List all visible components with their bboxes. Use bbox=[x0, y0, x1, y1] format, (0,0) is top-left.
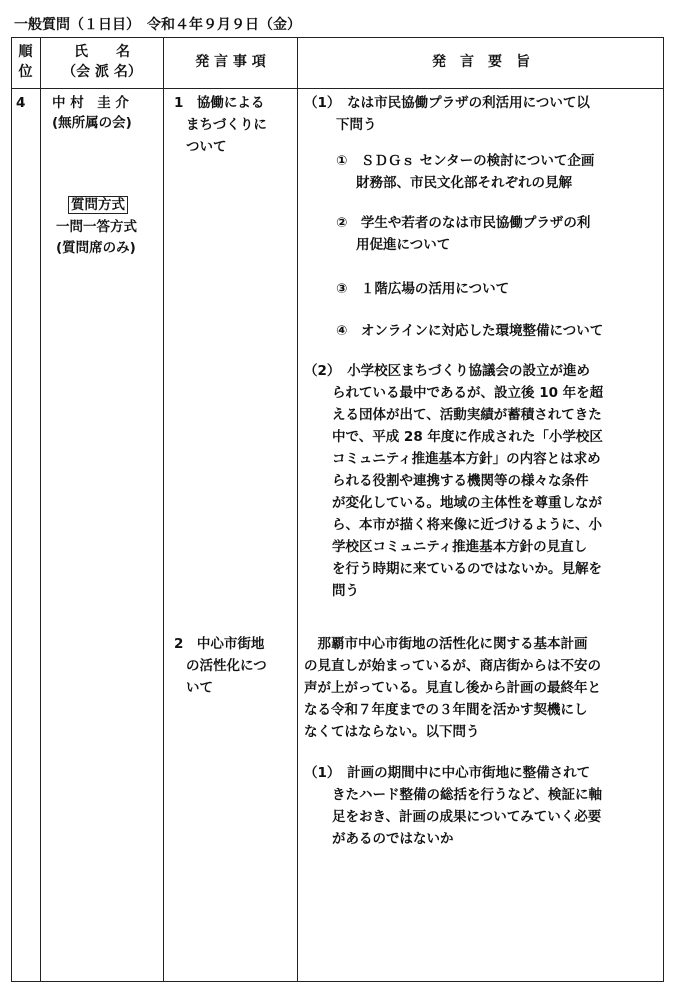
summary-subitem-3: ③ １階広場の活用について bbox=[336, 281, 510, 297]
summary-subitem-4: ④ オンラインに対応した環境整備について bbox=[336, 323, 604, 339]
page-heading: 一般質問（１日目） 令和４年９月９日（金） bbox=[14, 17, 301, 33]
method-note: (質問席のみ) bbox=[56, 240, 136, 256]
header-topic: 発 言 事 項 bbox=[195, 54, 266, 70]
topic-2: 2 中心市街地 の活性化につ いて bbox=[174, 636, 267, 696]
member-name: 中 村 圭 介 bbox=[52, 95, 129, 111]
header-summary: 発 言 要 旨 bbox=[432, 54, 530, 70]
header-divider bbox=[11, 88, 664, 89]
column-divider-1 bbox=[40, 37, 41, 982]
member-party: (無所属の会) bbox=[52, 115, 132, 131]
column-divider-2 bbox=[163, 37, 164, 982]
summary-topic-2-item-1: （1） 計画の期間中に中心市街地に整備されて きたハード整備の総括を行うなど、検証に軸 足をおき、計画の成果についてみていく必要 があるのではないか bbox=[304, 765, 602, 847]
topic-1: 1 協働による まちづくりに ついて bbox=[174, 95, 267, 155]
method-value: 一問一答方式 bbox=[56, 219, 137, 235]
summary-item-2: （2） 小学校区まちづくり協議会の設立が進め られている最中であるが、設立後 10 年を超 える団体が出て、活動実績が蓄積されてきた 中で、平成 28 年度に作成された「小学校区 コミュニティ推進基本方針」の内容とは求め られる役割や連携する機関等の様々な条件 が変化している。地域の主体性を尊重しなが ら、本市が描く将来像に近づけるように、小 学校区コミュニティ推進基本方針の見直し を行う時期に来ているのではないか。見解を 問う bbox=[304, 363, 604, 599]
row-order: 4 bbox=[16, 95, 26, 111]
method-label: 質問方式 bbox=[68, 194, 128, 216]
summary-subitem-2: ② 学生や若者のなは市民協働プラザの利 用促進について bbox=[336, 215, 591, 253]
header-name: 氏 名 （会 派 名） bbox=[62, 44, 142, 80]
summary-subitem-1: ① ＳＤＧｓ センターの検討について企画 財務部、市民文化部それぞれの見解 bbox=[336, 153, 595, 191]
summary-item-1: （1） なは市民協働プラザの利活用について以 下問う bbox=[304, 95, 590, 133]
column-divider-3 bbox=[297, 37, 298, 982]
header-order: 順 位 bbox=[18, 44, 33, 80]
summary-topic-2-intro: 那覇市中心市街地の活性化に関する基本計画 の見直しが始まっているが、商店街からは不安の 声が上がっている。見直し後から計画の最終年と なる令和７年度までの３年間を活かす契機にし なくてはならない。以下問う bbox=[304, 636, 601, 740]
